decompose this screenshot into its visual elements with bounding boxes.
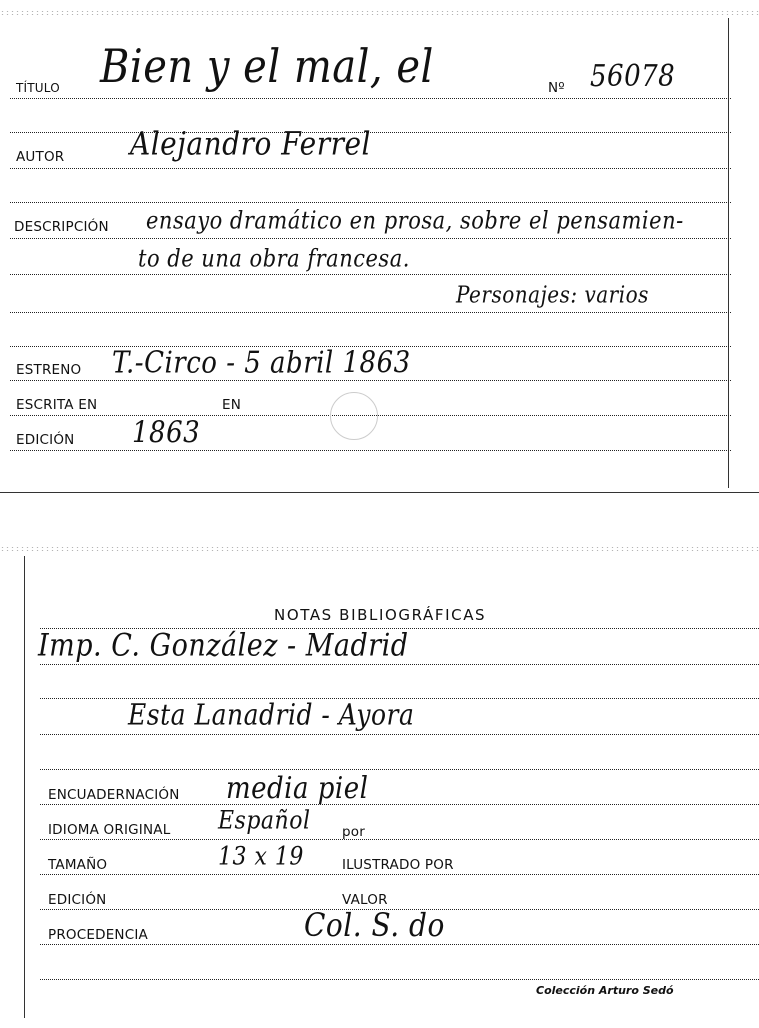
collection-footer: Colección Arturo Sedó [536,984,674,997]
rule-4 [40,734,759,735]
premiere-label: ESTRENO [16,362,82,378]
binding-label: ENCUADERNACIÓN [48,787,180,803]
card-right-edge [728,18,729,488]
description-label: DESCRIPCIÓN [14,219,109,235]
number-value: 56078 [590,59,676,95]
title-label: TÍTULO [16,81,60,95]
author-value: Alejandro Ferrel [130,124,371,163]
rule-last [40,979,759,980]
edition-rule [10,450,731,451]
title-rule [10,98,731,99]
written-in-label: ESCRITA EN [16,397,98,413]
size-rule [40,874,759,875]
author-label: AUTOR [16,149,65,165]
rule-7 [10,312,731,313]
premiere-value: T.-Circo - 5 abril 1863 [112,345,411,381]
language-rule [40,839,759,840]
scan-noise-top [0,10,759,16]
title-value: Bien y el mal, el [100,40,434,94]
author-rule [10,168,731,169]
description-line-1: ensayo dramático en prosa, sobre el pensamien- [146,206,684,235]
edition-value: 1863 [132,415,201,451]
note-line-1: Imp. C. González - Madrid [38,627,409,664]
binding-value: media piel [226,771,369,807]
card-left-edge [24,556,25,1018]
scan-noise-top [0,546,759,552]
edition-label: EDICIÓN [16,432,75,448]
stamp-mark [330,392,378,440]
rule-5 [40,769,759,770]
note-line-2: Esta Lanadrid - Ayora [128,697,415,732]
description-line-2: to de una obra francesa. [138,244,410,273]
description-line-3: Personajes: varios [456,280,649,309]
number-label: Nº [548,80,565,96]
por-label: por [342,824,365,840]
written-en-label: EN [222,397,242,413]
catalog-card-front [0,0,759,493]
value-label: VALOR [342,892,388,908]
language-value: Español [218,806,311,836]
edition-label: EDICIÓN [48,892,107,908]
illustrated-label: ILUSTRADO POR [342,857,454,873]
description-rule [10,238,731,239]
provenance-label: PROCEDENCIA [48,927,148,943]
catalog-card-back [0,548,759,1028]
size-label: TAMAÑO [48,857,108,873]
binding-rule [40,804,759,805]
provenance-value: Col. S. do [304,906,445,945]
rule-6 [10,274,731,275]
language-label: IDIOMA ORIGINAL [48,822,171,838]
rule-2 [40,664,759,665]
notes-heading: NOTAS BIBLIOGRÁFICAS [274,606,487,624]
rule-4 [10,202,731,203]
size-value: 13 x 19 [218,842,304,872]
